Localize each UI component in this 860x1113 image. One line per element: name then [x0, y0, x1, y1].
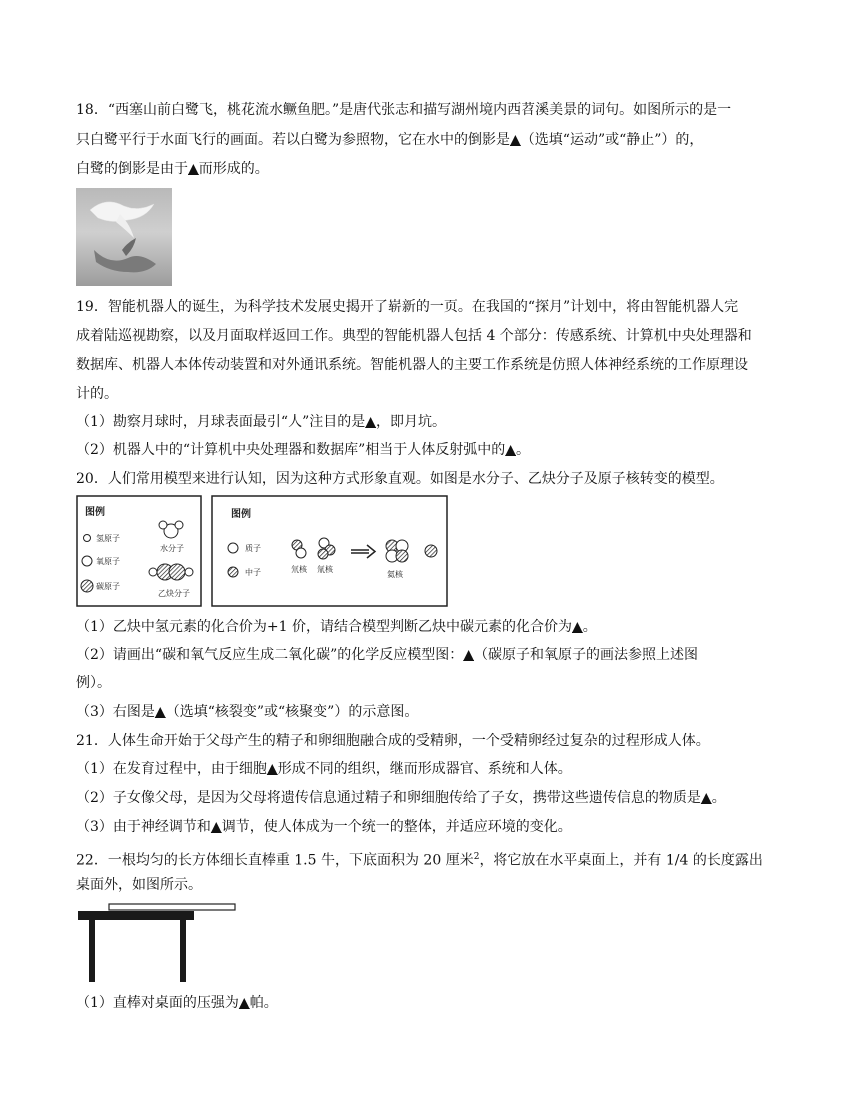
q18-line-3: 白鹭的倒影是由于▲而形成的。	[76, 161, 269, 177]
table-top-icon	[78, 911, 194, 920]
proton-icon	[228, 543, 238, 553]
proton-label: 质子	[245, 544, 261, 553]
answer-blank: ▲	[154, 704, 166, 720]
q20-sub-3: （3）右图是▲（选填“核裂变”或“核聚变”）的示意图。	[76, 704, 419, 720]
q20-sub-2-cont: 例）。	[76, 675, 111, 691]
q21-line-1: 21．人体生命开始于父母产生的精子和卵细胞融合成的受精卵，一个受精卵经过复杂的过程形成人体。	[76, 733, 710, 749]
q21-sub-3: （3）由于神经调节和▲调节，使人体成为一个统一的整体，并适应环境的变化。	[76, 819, 572, 835]
answer-blank: ▲	[510, 132, 521, 148]
oxygen-atom-icon	[82, 556, 92, 566]
acetylene-label: 乙炔分子	[158, 589, 190, 598]
hydrogen-atom-icon	[84, 535, 91, 542]
q21-sub-2: （2）子女像父母，是因为父母将遗传信息通过精子和卵细胞传给了子女，携带这些遗传信息的物质是▲。	[76, 790, 726, 806]
q19-line-4: 计的。	[76, 386, 118, 402]
carbon-atom-icon	[81, 580, 93, 592]
oxygen-label: 氧原子	[96, 557, 120, 566]
q22-sub-1: （1）直棒对桌面的压强为▲帕。	[76, 995, 278, 1011]
q20-sub-2: （2）请画出“碳和氧气反应生成二氧化碳”的化学反应模型图：▲（碳原子和氧原子的画法参照上述图	[76, 647, 699, 663]
carbon-label: 碳原子	[96, 582, 120, 591]
answer-blank: ▲	[188, 161, 199, 177]
q19-sub-2: （2）机器人中的“计算机中央处理器和数据库”相当于人体反射弧中的▲。	[76, 442, 531, 458]
q20-line-1: 20．人们常用模型来进行认知，因为这种方式形象直观。如图是水分子、乙炔分子及原子核转变的模型。	[76, 471, 724, 487]
free-neutron-icon	[425, 545, 437, 557]
table-leg-left-icon	[89, 920, 95, 982]
answer-blank: ▲	[210, 819, 222, 835]
q19-line-1: 19．智能机器人的诞生，为科学技术发展史揭开了崭新的一页。在我国的“探月”计划中，将由智能机器人完	[76, 299, 739, 315]
answer-blank: ▲	[365, 414, 377, 430]
egret-reflection-photo	[76, 188, 172, 286]
nucleus-b-label: 氚核	[317, 565, 333, 574]
q22-line-2: 桌面外，如图所示。	[76, 877, 202, 893]
q22-line-1: 22．一根均匀的长方体细长直棒重 1.5 牛，下底面积为 20 厘米$^2$，将它放在水平桌面上，并有 1/4 的长度露出	[76, 852, 763, 869]
q19-line-2: 成着陆巡视勘察，以及月面取样返回工作。典型的智能机器人包括 4 个部分：传感系统、计算机中央处理器和	[76, 328, 752, 344]
nucleus-a-label: 氘核	[291, 565, 307, 574]
q18-line-2: 只白鹭平行于水面飞行的画面。若以白鹭为参照物，它在水中的倒影是▲（选填“运动”或“静止”）的，	[76, 132, 704, 148]
nucleus-c-label: 氦核	[387, 570, 403, 579]
water-label: 水分子	[160, 544, 184, 553]
legend-title: 图例	[85, 507, 105, 518]
table-rod-figure	[76, 902, 240, 984]
neutron-label: 中子	[245, 568, 261, 577]
answer-blank: ▲	[266, 761, 278, 777]
table-leg-right-icon	[180, 920, 186, 982]
q19-sub-1: （1）勘察月球时，月球表面最引“人”注目的是▲，即月坑。	[76, 414, 447, 430]
nuclear-reaction-figure	[211, 495, 448, 607]
answer-blank: ▲	[505, 442, 517, 458]
neutron-icon	[228, 567, 238, 577]
legend-title: 图例	[231, 509, 251, 520]
rod-icon	[109, 904, 235, 910]
q20-sub-1: （1）乙炔中氢元素的化合价为+1 价，请结合模型判断乙炔中碳元素的化合价为▲。	[76, 619, 597, 635]
q19-line-3: 数据库、机器人本体传动装置和对外通讯系统。智能机器人的主要工作系统是仿照人体神经系统的工作原理设	[76, 357, 748, 373]
answer-blank: ▲	[463, 647, 475, 663]
answer-blank: ▲	[572, 619, 583, 635]
hydrogen-label: 氢原子	[96, 534, 120, 543]
answer-blank: ▲	[700, 790, 712, 806]
q21-sub-1: （1）在发育过程中，由于细胞▲形成不同的组织，继而形成器官、系统和人体。	[76, 761, 572, 777]
molecule-legend-figure	[76, 495, 202, 607]
q18-line-1: 18．“西塞山前白鹭飞，桃花流水鳜鱼肥。”是唐代张志和描写湖州境内西苕溪美景的词句。如图所示的是一	[76, 102, 732, 118]
answer-blank: ▲	[238, 995, 250, 1011]
